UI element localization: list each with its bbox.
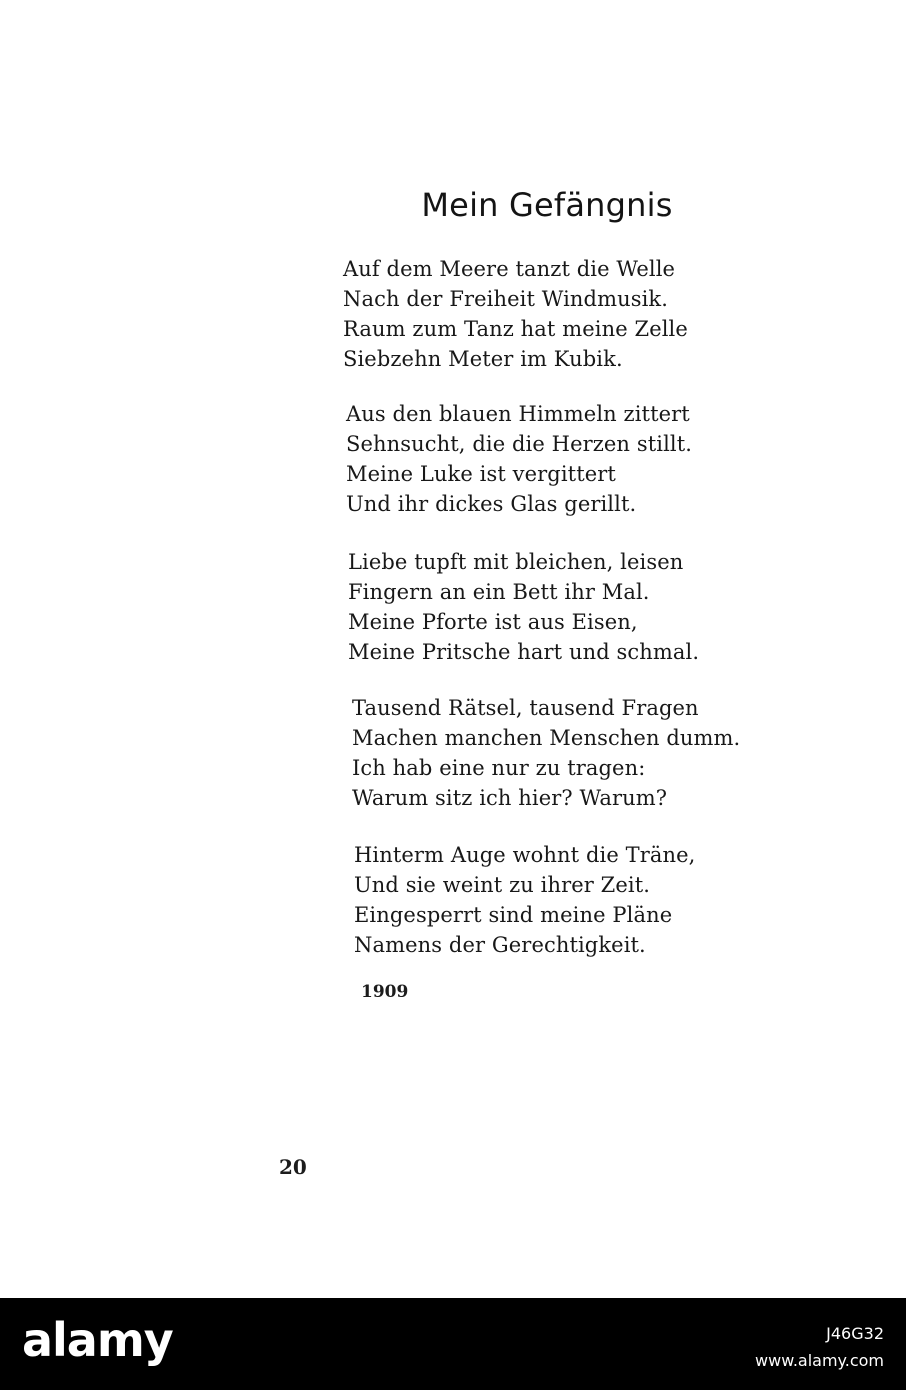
poem-line: Meine Pforte ist aus Eisen,	[348, 610, 638, 634]
poem-line: Hinterm Auge wohnt die Träne,	[354, 843, 696, 867]
stanza	[343, 254, 688, 374]
poem-line: Liebe tupft mit bleichen, leisen	[348, 550, 684, 574]
stanza	[348, 547, 699, 667]
poem-line: Namens der Gerechtigkeit.	[354, 933, 646, 957]
stanza	[352, 693, 740, 813]
poem-line: Fingern an ein Bett ihr Mal.	[348, 580, 650, 604]
page-number: 20	[279, 1155, 307, 1179]
poem-line: Eingesperrt sind meine Pläne	[354, 903, 673, 927]
poem-line: Sehnsucht, die die Herzen stillt.	[346, 432, 693, 456]
poem-line: Tausend Rätsel, tausend Fragen	[352, 696, 699, 720]
stanza	[346, 399, 692, 519]
brand-logo: alamy	[22, 1313, 173, 1367]
poem-line: Auf dem Meere tanzt die Welle	[343, 257, 676, 281]
poem-line: Nach der Freiheit Windmusik.	[343, 287, 669, 311]
watermark-footer	[0, 1298, 906, 1390]
poem-line: Raum zum Tanz hat meine Zelle	[343, 317, 688, 341]
poem-line: Machen manchen Menschen dumm.	[352, 726, 741, 750]
poem-line: Meine Pritsche hart und schmal.	[348, 640, 700, 664]
poem-title: Mein Gefängnis	[421, 186, 673, 224]
poem-line: Und sie weint zu ihrer Zeit.	[354, 873, 651, 897]
poem-year: 1909	[361, 982, 409, 1002]
poem-line: Siebzehn Meter im Kubik.	[343, 347, 623, 371]
poem-line: Meine Luke ist vergittert	[346, 462, 616, 486]
poem-line: Ich hab eine nur zu tragen:	[352, 756, 646, 780]
poem-line: Warum sitz ich hier? Warum?	[352, 786, 668, 810]
site-url: www.alamy.com	[755, 1351, 884, 1370]
poem-line: Aus den blauen Himmeln zittert	[346, 402, 690, 426]
stanza	[354, 840, 695, 960]
image-id: J46G32	[826, 1324, 884, 1343]
poem-line: Und ihr dickes Glas gerillt.	[346, 492, 637, 516]
